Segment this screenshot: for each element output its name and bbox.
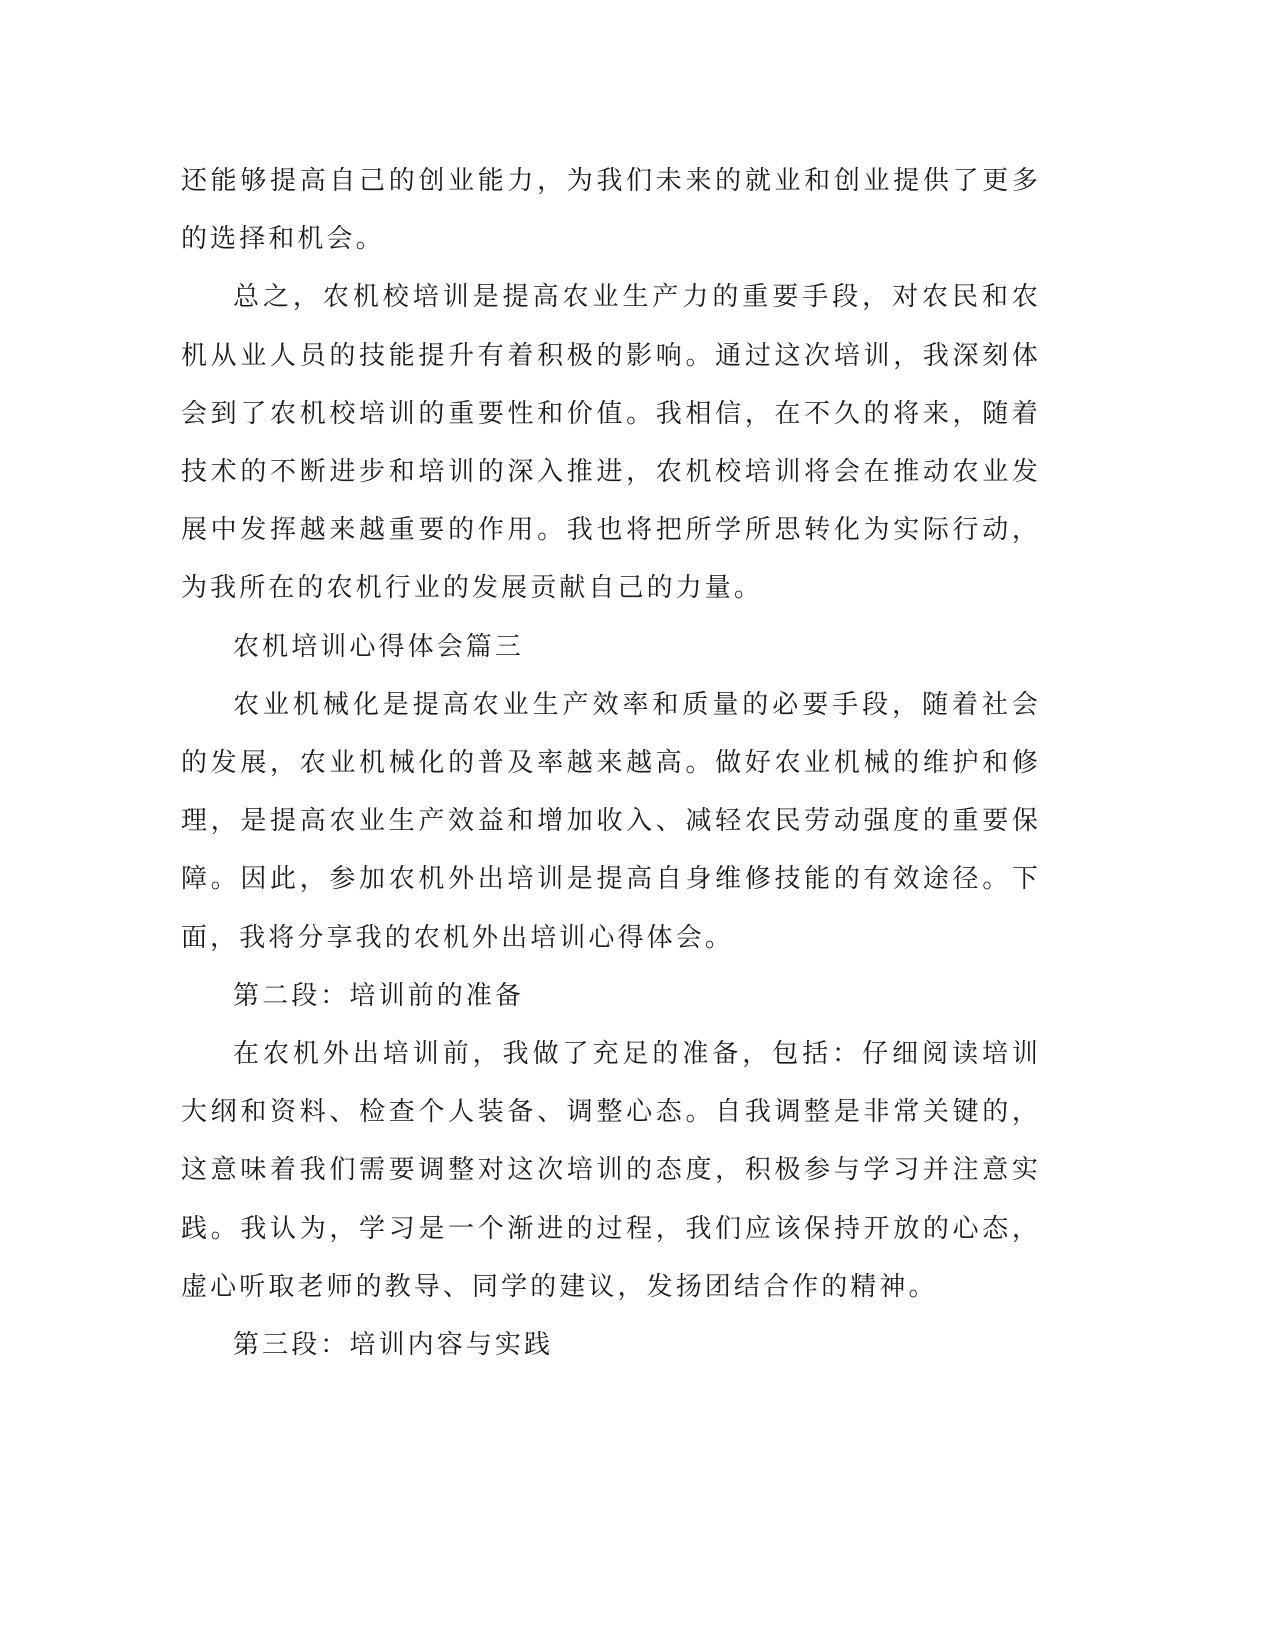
section-heading-part-three: 农机培训心得体会篇三 <box>233 631 525 662</box>
paragraph-preparation: 在农机外出培训前，我做了充足的准备，包括：仔细阅读培训大纲和资料、检查个人装备、调整心态。自我调整是非常关键的，这意味着我们需要调整对这次培训的态度，积极参与学习并注意实践。我认为，学习是一个渐进的过程，我们应该保持开放的心态，虚心听取老师的教导、同学的建议，发扬团结合作的精神。 <box>181 1039 1041 1302</box>
document-body <box>181 152 1041 1374</box>
section-heading-preparation: 第二段：培训前的准备 <box>233 980 525 1011</box>
paragraph-summary: 总之，农机校培训是提高农业生产力的重要手段，对农民和农机从业人员的技能提升有着积极的影响。通过这次培训，我深刻体会到了农机校培训的重要性和价值。我相信，在不久的将来，随着技术的不断进步和培训的深入推进，农机校培训将会在推动农业发展中发挥越来越重要的作用。我也将把所学所思转化为实际行动，为我所在的农机行业的发展贡献自己的力量。 <box>181 282 1041 604</box>
paragraph-continuation: 还能够提高自己的创业能力，为我们未来的就业和创业提供了更多的选择和机会。 <box>181 166 1041 255</box>
paragraph-intro: 农业机械化是提高农业生产效率和质量的必要手段，随着社会的发展，农业机械化的普及率越来越高。做好农业机械的维护和修理，是提高农业生产效益和增加收入、减轻农民劳动强度的重要保障。因此，参加农机外出培训是提高自身维修技能的有效途径。下面，我将分享我的农机外出培训心得体会。 <box>181 689 1041 953</box>
section-heading-content-practice: 第三段：培训内容与实践 <box>233 1330 554 1361</box>
